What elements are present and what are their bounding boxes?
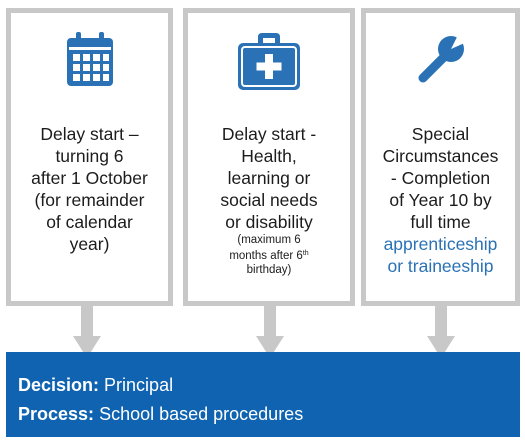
card-3-text: [370, 123, 511, 277]
superscript-th: th: [302, 250, 309, 257]
card-3-line: Special: [411, 124, 470, 144]
card-2-note-text: months after 6: [229, 250, 303, 262]
wrench-icon: [413, 32, 469, 88]
delay-start-turning-6-card: [6, 8, 173, 306]
down-arrow: [256, 306, 284, 358]
card-1-text: [15, 123, 164, 255]
card-2-text: [192, 123, 346, 277]
card-3-highlight-line: or traineeship: [387, 256, 494, 276]
card-2-note: birthday): [246, 264, 292, 276]
card-3-line: - Completion: [390, 168, 491, 188]
decision-row: [18, 371, 520, 400]
card-1-line: Delay start –: [40, 124, 139, 144]
down-arrow: [73, 306, 101, 358]
card-3-line: of Year 10 by: [389, 190, 492, 210]
card-2-line: social needs: [220, 190, 318, 210]
process-row: [18, 400, 520, 429]
card-1-line: of calendar: [46, 212, 133, 232]
card-3-line: full time: [410, 212, 471, 232]
card-1-line: year): [69, 234, 110, 254]
delay-start-health-card: [183, 8, 355, 306]
card-1-line: (for remainder: [34, 190, 145, 210]
down-arrow: [427, 306, 455, 358]
decision-value: Principal: [104, 375, 174, 395]
card-2-line: or disability: [225, 212, 313, 232]
card-1-line: turning 6: [55, 146, 124, 166]
decision-label: Decision:: [18, 375, 100, 395]
calendar-icon: [67, 32, 113, 86]
card-3-line: Circumstances: [382, 146, 499, 166]
card-3-highlight-line: apprenticeship: [383, 234, 498, 254]
card-2-note: (maximum 6: [237, 234, 301, 246]
card-2-line: learning or: [227, 168, 311, 188]
card-1-line: after 1 October: [31, 168, 148, 188]
special-circumstances-card: [361, 8, 520, 306]
process-value: School based procedures: [99, 404, 304, 424]
card-2-line: Delay start -: [221, 124, 317, 144]
card-2-note: [192, 247, 346, 263]
process-label: Process:: [18, 404, 95, 424]
card-2-line: Health,: [241, 146, 297, 166]
first-aid-kit-icon: [238, 32, 300, 90]
decision-process-box: [6, 352, 520, 437]
